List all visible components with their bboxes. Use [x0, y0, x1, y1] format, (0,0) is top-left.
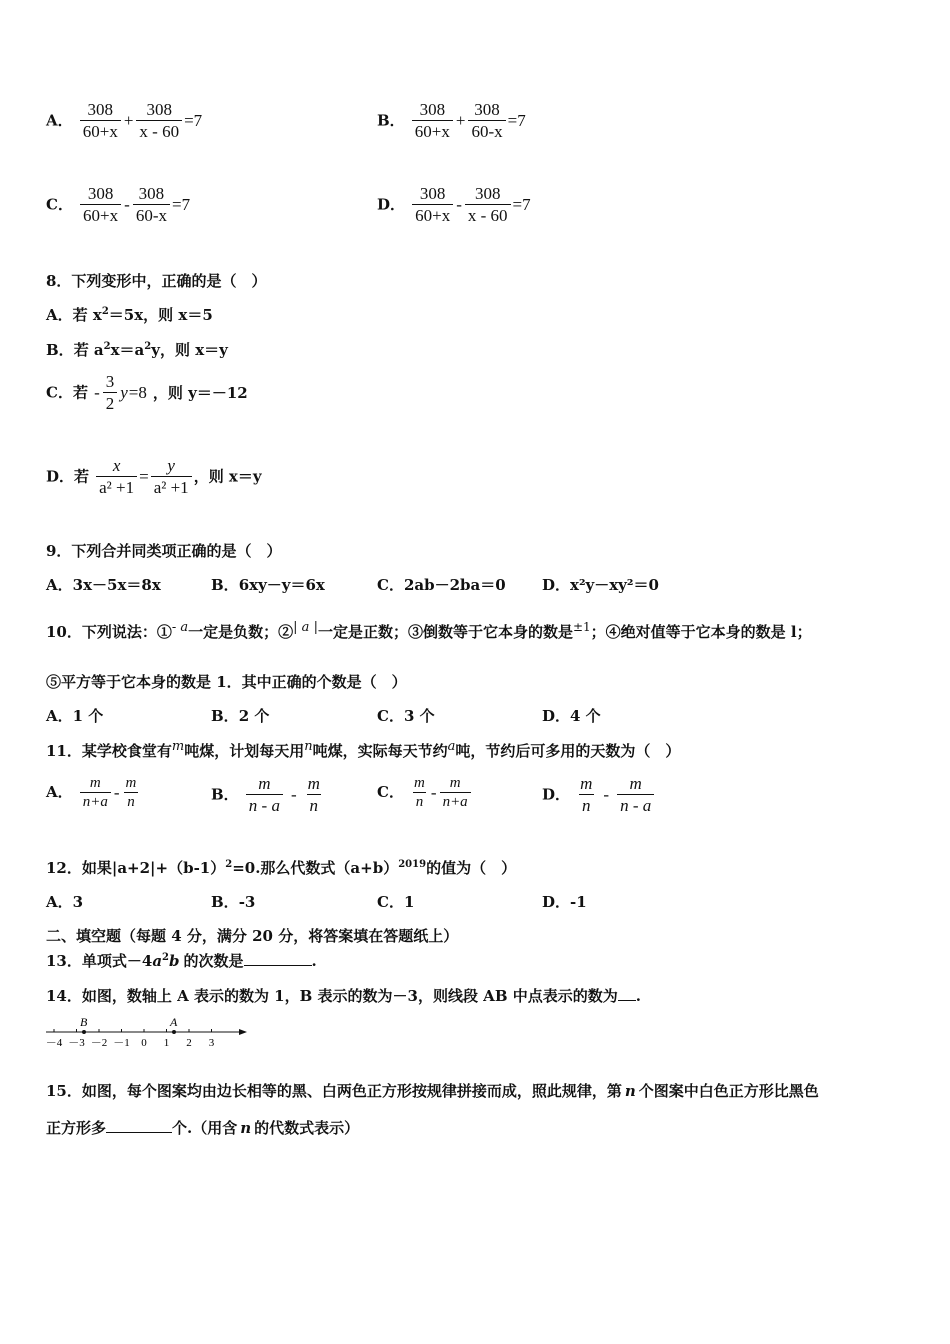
operator: + — [455, 111, 466, 130]
option-text: x²y－xy²＝0 — [570, 576, 659, 594]
option-text: 3x－5x＝8x — [72, 576, 161, 594]
stem-text: 吨，节约后可多用的天数为（ ） — [455, 742, 681, 760]
q11-option-a[interactable] — [46, 774, 141, 811]
fraction: $\frac{m}{n - a}$ — [246, 774, 283, 816]
point-b-label: B — [80, 1015, 88, 1029]
q11-stem — [46, 739, 680, 761]
option-text: 若 — [72, 383, 88, 402]
option-letter: B． — [211, 576, 239, 594]
superscript: 2 — [225, 859, 233, 870]
stem-text: 正方形多 — [46, 1119, 107, 1137]
option-text: 2 个 — [238, 707, 270, 725]
option-letter: B． — [211, 893, 239, 911]
q7-option-c[interactable] — [46, 184, 190, 226]
fraction: $\frac{308}{60+x}$ — [80, 184, 121, 226]
option-letter: C． — [377, 893, 404, 911]
equation-rhs: =7 — [507, 111, 526, 130]
tick-label: －1 — [113, 1037, 130, 1049]
tick-label: 3 — [208, 1037, 215, 1049]
stem-text: 的次数是 — [183, 952, 244, 970]
q8-option-a[interactable] — [46, 304, 213, 325]
option-letter: D． — [377, 195, 406, 214]
fraction: $\frac{m}{n - a}$ — [617, 774, 654, 816]
q9-option-a[interactable] — [46, 574, 161, 595]
option-text: 6xy－y＝6x — [238, 576, 325, 594]
option-letter: D． — [542, 785, 571, 804]
superscript: 2 — [103, 341, 111, 352]
variable: b — [169, 952, 180, 970]
q9-option-d[interactable] — [542, 574, 659, 595]
option-letter: B． — [211, 785, 239, 804]
fraction: $\frac{m}{n}$ — [307, 774, 320, 815]
variable: n — [240, 1119, 252, 1137]
q12-stem — [46, 857, 516, 878]
answer-blank[interactable] — [618, 986, 636, 1001]
superscript: 2019 — [398, 859, 427, 870]
stem-text: 的代数式表示） — [254, 1119, 360, 1137]
variable: n — [624, 1082, 636, 1100]
fraction: $\frac{3}{2}$ — [103, 372, 118, 414]
fraction: $\frac{308}{60+x}$ — [412, 184, 453, 226]
option-text: 若 — [74, 467, 90, 486]
q10-stem-line2: ⑤平方等于它本身的数是 1．其中正确的个数是（ ） — [46, 673, 407, 691]
option-letter: D． — [542, 893, 571, 911]
equation-rhs: =8 — [128, 383, 147, 402]
operator: - — [124, 195, 130, 214]
q10-option-d[interactable] — [542, 705, 601, 726]
operator: - — [290, 785, 297, 804]
fraction: $\frac{m}{n+a}$ — [440, 774, 471, 811]
q8-option-d[interactable] — [46, 456, 262, 498]
option-text: 若 x — [72, 306, 102, 324]
q7-option-b[interactable] — [377, 100, 526, 142]
q12-option-d[interactable] — [542, 891, 587, 912]
variable-a: a — [447, 739, 456, 754]
option-letter: A． — [46, 707, 73, 725]
q8-option-b[interactable] — [46, 339, 228, 360]
fraction: $\frac{308}{60+x}$ — [412, 100, 453, 142]
q12-option-b[interactable] — [211, 891, 255, 912]
equation-rhs: =7 — [184, 111, 203, 130]
operator: - — [430, 782, 437, 802]
operator: + — [123, 111, 134, 130]
stem-text: ；④绝对值等于它本身的数是 l； — [590, 623, 812, 641]
stem-text: 个.（用含 — [172, 1119, 238, 1137]
option-text: 1 个 — [72, 707, 104, 725]
stem-text: 个图案中白色正方形比黑色 — [638, 1082, 819, 1100]
stem-text: 的值为（ ） — [426, 859, 517, 877]
stem-text: 一定是正数；③倒数等于它本身的数是 — [317, 623, 573, 641]
stem-text: 一定是负数；② — [188, 623, 294, 641]
point-a-label: A — [170, 1015, 178, 1029]
stem-text: 10．下列说法：① — [46, 623, 172, 641]
option-letter: D． — [542, 576, 571, 594]
option-letter: A． — [46, 783, 73, 801]
fraction: $\frac{308}{x - 60}$ — [136, 100, 182, 142]
stem-text: . — [311, 952, 317, 970]
q7-option-a[interactable] — [46, 100, 202, 142]
option-letter: C． — [46, 195, 73, 214]
tick-label: －2 — [90, 1037, 108, 1049]
q15-stem — [46, 1080, 819, 1101]
tick-label: 1 — [163, 1037, 170, 1049]
stem-text: 12．如果|a+2|+（b-1） — [46, 859, 226, 877]
fraction: $\frac{308}{x - 60}$ — [465, 184, 511, 226]
point-b-dot — [82, 1030, 86, 1034]
expression-neg-a: - a — [171, 620, 189, 635]
fraction: $\frac{y}{\text{a² +1}}$ — [151, 456, 192, 498]
q13-stem — [46, 950, 317, 971]
option-letter: A． — [46, 306, 73, 324]
stem-text: 吨煤，实际每天节约 — [312, 742, 448, 760]
q11-option-d[interactable] — [542, 774, 656, 816]
option-text: -1 — [570, 893, 587, 911]
expression-abs-a: | a | — [293, 620, 318, 635]
variable: a — [152, 952, 163, 970]
variable-m: m — [171, 739, 185, 754]
q11-option-c[interactable] — [377, 774, 473, 811]
stem-text: 11．某学校食堂有 — [46, 742, 172, 760]
option-text: ，则 x＝y — [193, 467, 262, 486]
stem-text: 15．如图，每个图案均由边长相等的黑、白两色正方形按规律拼接而成，照此规律，第 — [46, 1082, 622, 1100]
option-letter: B． — [211, 707, 239, 725]
q12-option-a[interactable] — [46, 891, 83, 912]
expression-pm1: ±1 — [572, 620, 591, 634]
fraction: $\frac{m}{n}$ — [414, 775, 425, 810]
option-letter: A． — [46, 576, 73, 594]
q9-option-b[interactable] — [211, 574, 325, 595]
q10-option-c[interactable] — [377, 705, 435, 726]
option-letter: B． — [46, 341, 74, 359]
number-line — [44, 1014, 254, 1052]
q8-option-c[interactable] — [46, 372, 248, 414]
fraction: $\frac{x}{\text{a² +1}}$ — [96, 456, 137, 498]
q14-stem — [46, 985, 641, 1006]
option-text: 若 a — [73, 341, 104, 359]
option-letter: C． — [377, 576, 404, 594]
option-letter: C． — [377, 707, 404, 725]
q8-stem: 8．下列变形中，正确的是（ ） — [46, 272, 267, 290]
q10-option-a[interactable] — [46, 705, 103, 726]
superscript: 2 — [162, 952, 170, 963]
stem-text: 13．单项式－4 — [46, 952, 153, 970]
arrow-head-icon — [239, 1029, 247, 1035]
option-text: x＝a — [110, 341, 145, 359]
stem-text: . — [635, 987, 641, 1005]
tick-label: 0 — [141, 1037, 147, 1049]
option-text: 1 — [403, 893, 415, 911]
option-letter: A． — [46, 893, 73, 911]
option-letter: D． — [542, 707, 571, 725]
fraction: $\frac{308}{60-x}$ — [468, 100, 505, 142]
equation-rhs: =7 — [512, 195, 531, 214]
q7-option-d[interactable] — [377, 184, 531, 226]
tick-label: －4 — [45, 1037, 63, 1049]
tick-label: －3 — [68, 1037, 85, 1049]
q9-stem: 9．下列合并同类项正确的是（ ） — [46, 542, 282, 560]
fraction: $\frac{308}{60-x}$ — [133, 184, 170, 226]
fraction: $\frac{m}{n+a}$ — [80, 774, 111, 811]
stem-text: 吨煤，计划每天用 — [184, 742, 305, 760]
option-letter: A． — [46, 111, 73, 130]
section-heading: 二、填空题（每题 4 分，满分 20 分，将答案填在答题纸上） — [46, 927, 459, 945]
answer-blank[interactable] — [244, 951, 312, 966]
option-text: 3 个 — [403, 707, 435, 725]
operator: - — [603, 785, 610, 804]
q10-stem — [46, 620, 812, 642]
option-text: y，则 x＝y — [151, 341, 228, 359]
option-text: -3 — [238, 893, 256, 911]
q11-option-b[interactable] — [211, 774, 325, 816]
tick-label: 2 — [186, 1037, 192, 1049]
variable: y — [120, 383, 128, 402]
fraction: $\frac{m}{n}$ — [580, 774, 593, 815]
q9-option-c[interactable] — [377, 574, 506, 595]
fraction: $\frac{308}{60+x}$ — [80, 100, 121, 142]
superscript: 2 — [101, 306, 109, 317]
option-text: ，则 y＝－12 — [152, 383, 248, 402]
option-letter: C． — [46, 383, 73, 402]
operator: - — [456, 195, 462, 214]
fraction: $\frac{m}{n}$ — [125, 775, 137, 810]
option-text: 2ab－2ba＝0 — [403, 576, 506, 594]
equation-rhs: =7 — [171, 195, 191, 214]
q15-stem-line2 — [46, 1117, 359, 1138]
option-text: 4 个 — [570, 707, 601, 725]
variable-n: n — [304, 739, 313, 754]
minus-sign: - — [94, 383, 100, 402]
superscript: 2 — [144, 341, 152, 352]
q12-option-c[interactable] — [377, 891, 414, 912]
equals-sign: = — [139, 467, 149, 486]
stem-text: =0.那么代数式（a+b） — [232, 859, 399, 877]
option-letter: D． — [46, 467, 75, 486]
option-text: 3 — [72, 893, 84, 911]
operator: - — [113, 782, 120, 802]
point-a-dot — [172, 1030, 176, 1034]
q10-option-b[interactable] — [211, 705, 269, 726]
answer-blank[interactable] — [106, 1118, 172, 1133]
option-letter: B． — [377, 111, 405, 130]
stem-text: 14．如图，数轴上 A 表示的数为 1，B 表示的数为－3，则线段 AB 中点表示的数为 — [46, 987, 618, 1005]
option-text: ＝5x，则 x＝5 — [108, 306, 213, 324]
option-letter: C． — [377, 783, 404, 801]
